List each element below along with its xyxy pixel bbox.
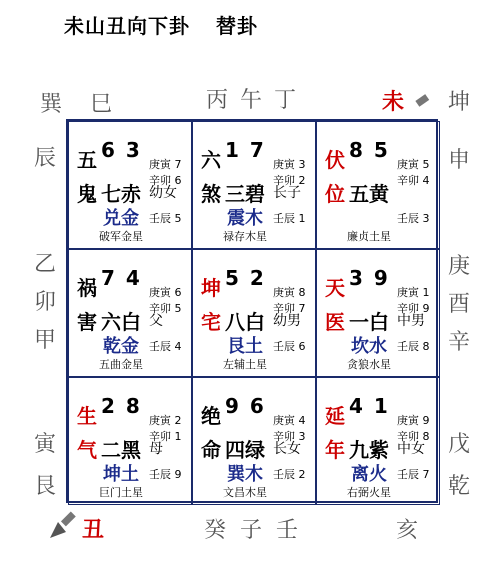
cell-family-member: 中男 [397, 313, 425, 329]
dir-hai: 亥 [396, 518, 419, 543]
cell-side-char: 宅 [201, 310, 221, 334]
cell-top-char: 绝 [201, 404, 221, 428]
dir-geng: 庚 [448, 254, 471, 279]
cell-side-char: 位 [325, 182, 345, 206]
cell-star-numbers: 1 7 [225, 138, 266, 162]
cell-main-star: 五黄 [349, 182, 389, 206]
cell-year-2: 辛卯 7 [273, 302, 306, 315]
cell-year-3: 壬辰 5 [149, 212, 182, 225]
cell-family-member: 长子 [273, 185, 301, 201]
cell-year-2: 辛卯 8 [397, 430, 430, 443]
dir-wu-earth: 戊 [448, 432, 471, 457]
cell-family-member: 长女 [273, 441, 301, 457]
palace-cell [68, 121, 192, 249]
cell-year-2: 辛卯 6 [149, 174, 182, 187]
cell-star-name: 五曲金星 [99, 358, 143, 371]
cell-main-star: 三碧 [225, 182, 265, 206]
cell-trigram: 坤土 [103, 464, 139, 485]
cell-year-3: 壬辰 7 [397, 468, 430, 481]
dir-yi: 乙 [34, 252, 57, 277]
dir-yin: 寅 [34, 432, 57, 457]
cell-top-char: 生 [77, 404, 97, 428]
cell-main-star: 二黑 [101, 438, 141, 462]
cell-year-2: 辛卯 9 [397, 302, 430, 315]
cell-family-member: 中女 [397, 441, 425, 457]
cell-trigram: 兑金 [103, 208, 139, 229]
cell-main-star: 四绿 [225, 438, 265, 462]
dir-shen: 申 [448, 148, 471, 173]
cell-star-numbers: 6 3 [101, 138, 142, 162]
palace-cell [316, 377, 440, 505]
dir-gen: 艮 [34, 474, 57, 499]
dir-xin: 辛 [448, 330, 471, 355]
cell-star-numbers: 3 9 [349, 266, 390, 290]
cell-main-star: 八白 [225, 310, 265, 334]
cell-star-numbers: 7 4 [101, 266, 142, 290]
cell-year-3: 壬辰 6 [273, 340, 306, 353]
dir-kun: 坤 [448, 90, 471, 115]
cell-top-char: 伏 [325, 148, 345, 172]
cell-star-name: 巨门土星 [99, 486, 143, 499]
cell-side-char: 煞 [201, 182, 221, 206]
dir-gui: 癸 [204, 518, 227, 543]
cell-family-member: 幼男 [273, 313, 301, 329]
cell-star-name: 禄存木星 [223, 230, 267, 243]
cell-main-star: 一白 [349, 310, 389, 334]
cell-top-char: 天 [325, 276, 345, 300]
cell-side-char: 医 [325, 310, 345, 334]
cell-star-name: 左辅土星 [223, 358, 267, 371]
cell-year-1: 庚寅 3 [273, 158, 306, 171]
cell-side-char: 气 [77, 438, 97, 462]
cell-trigram: 巽木 [227, 464, 263, 485]
axis-arrow-head-icon [48, 508, 82, 542]
cell-top-char: 祸 [77, 276, 97, 300]
cell-star-name: 文昌木星 [223, 486, 267, 499]
dir-si: 巳 [90, 92, 113, 117]
dir-zi: 子 [240, 518, 263, 543]
cell-star-name: 破军金星 [99, 230, 143, 243]
dir-mao: 卯 [34, 290, 57, 315]
dir-ding: 丁 [274, 88, 297, 113]
cell-star-numbers: 4 1 [349, 394, 390, 418]
cell-trigram: 艮土 [227, 336, 263, 357]
cell-year-2: 辛卯 1 [149, 430, 182, 443]
cell-year-1: 庚寅 4 [273, 414, 306, 427]
cell-year-1: 庚寅 5 [397, 158, 430, 171]
cell-side-char: 命 [201, 438, 221, 462]
cell-trigram: 坎水 [351, 336, 387, 357]
cell-main-star: 九紫 [349, 438, 389, 462]
cell-year-3: 壬辰 9 [149, 468, 182, 481]
palace-cell [192, 249, 316, 377]
cell-star-numbers: 8 5 [349, 138, 390, 162]
cell-family-member: 父 [149, 313, 163, 329]
cell-year-2: 辛卯 4 [397, 174, 430, 187]
cell-main-star: 六白 [101, 310, 141, 334]
cell-year-3: 壬辰 1 [273, 212, 306, 225]
dir-you: 酉 [448, 292, 471, 317]
palace-cell [68, 377, 192, 505]
cell-year-1: 庚寅 2 [149, 414, 182, 427]
palace-cell [316, 249, 440, 377]
cell-top-char: 五 [77, 148, 97, 172]
cell-trigram: 震木 [227, 208, 263, 229]
dir-jia: 甲 [34, 328, 57, 353]
cell-star-numbers: 5 2 [225, 266, 266, 290]
nine-palace-grid [66, 119, 438, 503]
cell-star-numbers: 9 6 [225, 394, 266, 418]
cell-year-3: 壬辰 3 [397, 212, 430, 225]
dir-xun: 巽 [40, 92, 63, 117]
cell-year-3: 壬辰 8 [397, 340, 430, 353]
palace-cell [316, 121, 440, 249]
cell-year-3: 壬辰 4 [149, 340, 182, 353]
dir-wu: 午 [240, 88, 263, 113]
cell-main-star: 七赤 [101, 182, 141, 206]
cell-side-char: 害 [77, 310, 97, 334]
cell-year-1: 庚寅 1 [397, 286, 430, 299]
palace-cell [192, 121, 316, 249]
dir-chou: 丑 [82, 518, 105, 543]
cell-year-1: 庚寅 6 [149, 286, 182, 299]
palace-cell [68, 249, 192, 377]
cell-year-2: 辛卯 2 [273, 174, 306, 187]
cell-year-3: 壬辰 2 [273, 468, 306, 481]
dir-wei: 未 [382, 90, 405, 115]
dir-bing: 丙 [206, 88, 229, 113]
axis-arrow-tail-icon [412, 92, 436, 108]
cell-family-member: 母 [149, 441, 163, 457]
cell-trigram: 乾金 [103, 336, 139, 357]
cell-year-2: 辛卯 5 [149, 302, 182, 315]
dir-qian: 乾 [448, 474, 471, 499]
cell-year-1: 庚寅 8 [273, 286, 306, 299]
cell-star-name: 右弼火星 [347, 486, 391, 499]
cell-star-name: 贪狼水星 [347, 358, 391, 371]
cell-family-member: 幼女 [149, 185, 177, 201]
cell-year-1: 庚寅 9 [397, 414, 430, 427]
cell-side-char: 年 [325, 438, 345, 462]
dir-chen: 辰 [34, 146, 57, 171]
cell-trigram: 离火 [351, 464, 387, 485]
palace-cell [192, 377, 316, 505]
cell-top-char: 六 [201, 148, 221, 172]
cell-side-char: 鬼 [77, 182, 97, 206]
cell-year-1: 庚寅 7 [149, 158, 182, 171]
dir-ren: 壬 [276, 518, 299, 543]
title-main: 未山丑向下卦 [64, 14, 190, 38]
cell-top-char: 延 [325, 404, 345, 428]
diagram-title [64, 10, 276, 39]
cell-top-char: 坤 [201, 276, 221, 300]
title-sub: 替卦 [215, 14, 258, 38]
cell-year-2: 辛卯 3 [273, 430, 306, 443]
cell-star-numbers: 2 8 [101, 394, 142, 418]
cell-star-name: 廉贞土星 [347, 230, 391, 243]
